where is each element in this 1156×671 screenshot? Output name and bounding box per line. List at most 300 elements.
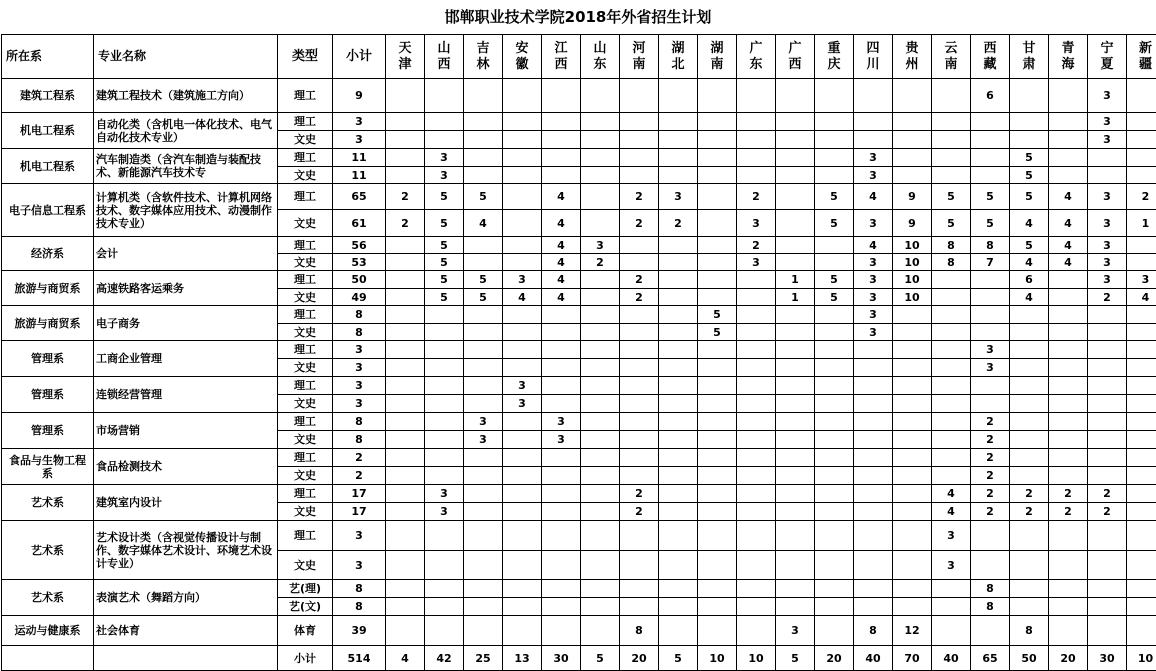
quota-cell — [698, 210, 737, 237]
quota-cell — [659, 503, 698, 521]
quota-cell: 2 — [971, 449, 1010, 467]
quota-cell — [620, 377, 659, 395]
quota-cell: 3 — [425, 167, 464, 184]
quota-cell — [464, 359, 503, 377]
quota-cell — [620, 449, 659, 467]
total-cell: 8 — [333, 431, 386, 449]
header-province — [698, 35, 737, 79]
quota-cell: 3 — [854, 210, 893, 237]
quota-cell — [581, 395, 620, 413]
table-row — [2, 113, 1156, 131]
quota-cell — [1049, 395, 1088, 413]
quota-cell — [1127, 359, 1156, 377]
quota-cell — [620, 413, 659, 431]
quota-cell — [932, 359, 971, 377]
quota-cell — [620, 254, 659, 271]
quota-cell — [854, 341, 893, 359]
major-cell: 汽车制造类（含汽车制造与装配技术、新能源汽车技术专 — [94, 149, 278, 184]
quota-cell — [503, 413, 542, 431]
province-total: 30 — [542, 646, 581, 671]
quota-cell: 5 — [1010, 237, 1049, 254]
quota-cell: 3 — [854, 167, 893, 184]
quota-cell — [698, 79, 737, 113]
quota-cell — [893, 485, 932, 503]
quota-cell — [815, 377, 854, 395]
dept-cell: 经济系 — [2, 237, 94, 271]
quota-cell — [542, 149, 581, 167]
quota-cell — [893, 131, 932, 149]
quota-cell: 2 — [620, 289, 659, 306]
quota-cell — [542, 467, 581, 485]
header-total: 小计 — [333, 35, 386, 79]
major-cell: 计算机类（含软件技术、计算机网络技术、数字媒体应用技术、动漫制作技术专业） — [94, 184, 278, 237]
quota-cell — [1088, 449, 1127, 467]
quota-cell — [1049, 113, 1088, 131]
quota-cell — [620, 79, 659, 113]
table-row — [2, 449, 1156, 467]
quota-cell — [425, 413, 464, 431]
quota-cell — [737, 485, 776, 503]
quota-cell — [737, 271, 776, 289]
quota-cell — [1049, 79, 1088, 113]
quota-cell: 3 — [425, 503, 464, 521]
quota-cell: 12 — [893, 616, 932, 646]
quota-cell: 4 — [542, 237, 581, 254]
total-cell: 53 — [333, 254, 386, 271]
quota-cell — [1049, 271, 1088, 289]
dept-cell: 艺术系 — [2, 485, 94, 521]
quota-cell — [932, 449, 971, 467]
type-cell: 文史 — [278, 167, 333, 184]
quota-cell — [698, 237, 737, 254]
quota-cell: 3 — [854, 254, 893, 271]
quota-cell — [425, 598, 464, 616]
total-cell: 39 — [333, 616, 386, 646]
quota-cell — [659, 254, 698, 271]
quota-cell — [425, 431, 464, 449]
quota-cell — [581, 580, 620, 598]
quota-cell — [464, 521, 503, 551]
quota-cell — [932, 341, 971, 359]
dept-cell: 管理系 — [2, 341, 94, 377]
quota-cell — [1127, 254, 1156, 271]
quota-cell: 5 — [815, 271, 854, 289]
quota-cell — [659, 289, 698, 306]
quota-cell: 4 — [854, 184, 893, 210]
province-total: 20 — [1049, 646, 1088, 671]
quota-cell — [815, 341, 854, 359]
table-row — [2, 271, 1156, 289]
table-row — [2, 341, 1156, 359]
quota-cell — [737, 289, 776, 306]
quota-cell — [932, 580, 971, 598]
quota-cell — [932, 598, 971, 616]
quota-cell — [542, 485, 581, 503]
province-label: 重庆 — [827, 41, 841, 73]
quota-cell: 5 — [971, 184, 1010, 210]
quota-cell — [854, 580, 893, 598]
quota-cell — [386, 485, 425, 503]
quota-cell — [503, 616, 542, 646]
quota-cell — [971, 271, 1010, 289]
total-cell: 65 — [333, 184, 386, 210]
quota-cell: 3 — [971, 359, 1010, 377]
province-label: 山东 — [593, 41, 607, 73]
province-label: 云南 — [944, 41, 958, 73]
quota-cell — [503, 598, 542, 616]
quota-cell — [425, 395, 464, 413]
quota-cell — [698, 377, 737, 395]
quota-cell — [620, 113, 659, 131]
quota-cell — [776, 503, 815, 521]
quota-cell — [776, 184, 815, 210]
header-dept: 所在系 — [2, 35, 94, 79]
quota-cell — [542, 598, 581, 616]
quota-cell: 3 — [854, 289, 893, 306]
quota-cell: 2 — [737, 237, 776, 254]
major-cell: 高速铁路客运乘务 — [94, 271, 278, 306]
quota-cell: 4 — [1049, 254, 1088, 271]
header-province — [971, 35, 1010, 79]
quota-cell — [815, 79, 854, 113]
quota-cell — [620, 341, 659, 359]
quota-cell — [737, 598, 776, 616]
quota-cell: 3 — [854, 271, 893, 289]
quota-cell — [581, 113, 620, 131]
quota-cell — [737, 503, 776, 521]
quota-cell — [854, 521, 893, 551]
quota-cell — [893, 467, 932, 485]
quota-cell — [1049, 149, 1088, 167]
quota-cell: 2 — [620, 210, 659, 237]
type-cell: 文史 — [278, 551, 333, 580]
quota-cell — [815, 237, 854, 254]
quota-cell — [1127, 485, 1156, 503]
quota-cell — [971, 616, 1010, 646]
quota-cell — [1088, 306, 1127, 324]
quota-cell — [776, 324, 815, 341]
quota-cell — [1127, 237, 1156, 254]
quota-cell — [386, 113, 425, 131]
type-cell: 理工 — [278, 306, 333, 324]
quota-cell — [971, 551, 1010, 580]
quota-cell — [776, 341, 815, 359]
province-label: 广东 — [749, 41, 763, 73]
quota-cell: 5 — [464, 184, 503, 210]
quota-cell — [581, 449, 620, 467]
quota-cell: 3 — [854, 324, 893, 341]
quota-cell — [464, 113, 503, 131]
quota-cell: 5 — [425, 271, 464, 289]
province-total: 42 — [425, 646, 464, 671]
type-cell: 文史 — [278, 431, 333, 449]
quota-cell — [386, 341, 425, 359]
quota-cell — [503, 210, 542, 237]
quota-cell: 4 — [1010, 254, 1049, 271]
table-row — [2, 79, 1156, 113]
quota-cell: 3 — [1088, 79, 1127, 113]
quota-cell — [425, 359, 464, 377]
quota-cell — [971, 395, 1010, 413]
quota-cell — [698, 431, 737, 449]
quota-cell: 3 — [542, 413, 581, 431]
header-type: 类型 — [278, 35, 333, 79]
enrollment-table — [1, 34, 1156, 671]
major-cell: 食品检测技术 — [94, 449, 278, 485]
quota-cell — [464, 616, 503, 646]
quota-cell — [893, 306, 932, 324]
quota-cell — [737, 149, 776, 167]
quota-cell: 4 — [1049, 184, 1088, 210]
quota-cell — [776, 113, 815, 131]
total-cell: 3 — [333, 131, 386, 149]
quota-cell: 3 — [1088, 113, 1127, 131]
quota-cell — [737, 431, 776, 449]
quota-cell: 5 — [815, 184, 854, 210]
quota-cell — [698, 521, 737, 551]
quota-cell — [581, 467, 620, 485]
total-cell: 3 — [333, 377, 386, 395]
quota-cell — [698, 551, 737, 580]
quota-cell — [1049, 359, 1088, 377]
quota-cell — [854, 431, 893, 449]
quota-cell — [698, 289, 737, 306]
quota-cell: 2 — [1010, 503, 1049, 521]
quota-cell — [893, 79, 932, 113]
quota-cell: 5 — [1010, 184, 1049, 210]
quota-cell — [932, 131, 971, 149]
quota-cell — [698, 485, 737, 503]
quota-cell — [776, 131, 815, 149]
table-row — [2, 616, 1156, 646]
dept-cell: 旅游与商贸系 — [2, 271, 94, 306]
quota-cell: 2 — [581, 254, 620, 271]
quota-cell — [386, 413, 425, 431]
quota-cell — [971, 324, 1010, 341]
quota-cell — [971, 131, 1010, 149]
quota-cell — [971, 289, 1010, 306]
quota-cell — [698, 113, 737, 131]
quota-cell — [854, 551, 893, 580]
quota-cell: 4 — [542, 254, 581, 271]
quota-cell — [854, 485, 893, 503]
quota-cell: 10 — [893, 237, 932, 254]
quota-cell — [581, 485, 620, 503]
quota-cell — [1010, 551, 1049, 580]
quota-cell: 8 — [971, 580, 1010, 598]
quota-cell — [971, 167, 1010, 184]
quota-cell: 5 — [932, 184, 971, 210]
table-row — [2, 149, 1156, 167]
quota-cell — [776, 359, 815, 377]
quota-cell — [1049, 413, 1088, 431]
quota-cell — [386, 324, 425, 341]
table-row — [2, 413, 1156, 431]
quota-cell: 6 — [971, 79, 1010, 113]
quota-cell: 3 — [854, 306, 893, 324]
dept-cell: 旅游与商贸系 — [2, 306, 94, 341]
quota-cell: 3 — [425, 485, 464, 503]
quota-cell — [1010, 467, 1049, 485]
quota-cell: 2 — [971, 413, 1010, 431]
quota-cell — [737, 616, 776, 646]
quota-cell: 2 — [1049, 485, 1088, 503]
quota-cell — [893, 413, 932, 431]
quota-cell — [503, 149, 542, 167]
quota-cell — [386, 377, 425, 395]
quota-cell — [425, 341, 464, 359]
province-total: 25 — [464, 646, 503, 671]
quota-cell — [1127, 467, 1156, 485]
province-label: 广西 — [788, 41, 802, 73]
type-cell: 理工 — [278, 341, 333, 359]
quota-cell: 2 — [971, 485, 1010, 503]
type-cell: 文史 — [278, 324, 333, 341]
quota-cell — [737, 79, 776, 113]
quota-cell: 2 — [1088, 289, 1127, 306]
quota-cell — [893, 580, 932, 598]
quota-cell — [1127, 598, 1156, 616]
quota-cell — [815, 167, 854, 184]
quota-cell — [893, 503, 932, 521]
total-cell: 3 — [333, 359, 386, 377]
header-province — [1088, 35, 1127, 79]
quota-cell — [776, 254, 815, 271]
quota-cell — [1088, 431, 1127, 449]
quota-cell — [542, 359, 581, 377]
quota-cell — [620, 580, 659, 598]
quota-cell — [1088, 467, 1127, 485]
quota-cell — [1127, 113, 1156, 131]
quota-cell — [854, 131, 893, 149]
quota-cell — [737, 521, 776, 551]
major-cell: 建筑室内设计 — [94, 485, 278, 521]
quota-cell — [581, 598, 620, 616]
quota-cell — [581, 184, 620, 210]
quota-cell — [1127, 341, 1156, 359]
quota-cell — [776, 449, 815, 467]
quota-cell — [698, 467, 737, 485]
quota-cell — [386, 616, 425, 646]
quota-cell — [659, 449, 698, 467]
quota-cell — [503, 449, 542, 467]
header-province — [1127, 35, 1156, 79]
province-total: 5 — [581, 646, 620, 671]
quota-cell — [503, 359, 542, 377]
total-cell: 8 — [333, 580, 386, 598]
quota-cell: 2 — [386, 210, 425, 237]
quota-cell — [1088, 149, 1127, 167]
province-total: 20 — [815, 646, 854, 671]
quota-cell: 4 — [1049, 210, 1088, 237]
province-total: 50 — [1010, 646, 1049, 671]
province-total: 10 — [1127, 646, 1156, 671]
quota-cell — [776, 395, 815, 413]
quota-cell — [1088, 580, 1127, 598]
type-cell: 理工 — [278, 377, 333, 395]
dept-cell: 艺术系 — [2, 580, 94, 616]
quota-cell — [1010, 521, 1049, 551]
quota-cell: 9 — [893, 210, 932, 237]
quota-cell — [698, 341, 737, 359]
province-total: 20 — [620, 646, 659, 671]
quota-cell — [1088, 377, 1127, 395]
quota-cell: 5 — [425, 237, 464, 254]
dept-cell: 食品与生物工程系 — [2, 449, 94, 485]
quota-cell: 3 — [464, 431, 503, 449]
province-total: 30 — [1088, 646, 1127, 671]
quota-cell — [1127, 167, 1156, 184]
quota-cell — [932, 616, 971, 646]
quota-cell: 2 — [386, 184, 425, 210]
quota-cell — [893, 521, 932, 551]
quota-cell — [1127, 431, 1156, 449]
quota-cell: 9 — [893, 184, 932, 210]
quota-cell: 10 — [893, 289, 932, 306]
quota-cell — [932, 113, 971, 131]
quota-cell — [854, 598, 893, 616]
quota-cell: 8 — [932, 237, 971, 254]
quota-cell — [776, 485, 815, 503]
quota-cell: 4 — [542, 271, 581, 289]
dept-cell: 管理系 — [2, 377, 94, 413]
quota-cell — [386, 289, 425, 306]
quota-cell: 4 — [854, 237, 893, 254]
quota-cell — [503, 341, 542, 359]
quota-cell: 4 — [503, 289, 542, 306]
quota-cell — [620, 306, 659, 324]
quota-cell: 3 — [776, 616, 815, 646]
province-label: 四川 — [866, 41, 880, 73]
total-cell: 17 — [333, 503, 386, 521]
quota-cell — [776, 167, 815, 184]
quota-cell — [659, 79, 698, 113]
quota-cell: 4 — [464, 210, 503, 237]
quota-cell — [620, 551, 659, 580]
quota-cell: 4 — [542, 210, 581, 237]
table-row — [2, 521, 1156, 551]
quota-cell — [503, 237, 542, 254]
quota-cell — [503, 324, 542, 341]
quota-cell: 2 — [737, 184, 776, 210]
total-cell: 2 — [333, 449, 386, 467]
quota-cell: 5 — [815, 210, 854, 237]
dept-cell: 管理系 — [2, 413, 94, 449]
province-label: 西藏 — [983, 41, 997, 73]
quota-cell: 3 — [1088, 254, 1127, 271]
quota-cell: 5 — [464, 271, 503, 289]
quota-cell — [1127, 580, 1156, 598]
quota-cell — [659, 413, 698, 431]
quota-cell — [737, 359, 776, 377]
quota-cell — [503, 167, 542, 184]
quota-cell — [1049, 341, 1088, 359]
province-total: 70 — [893, 646, 932, 671]
quota-cell — [542, 521, 581, 551]
quota-cell — [1088, 359, 1127, 377]
quota-cell — [698, 580, 737, 598]
quota-cell — [464, 485, 503, 503]
quota-cell: 5 — [932, 210, 971, 237]
quota-cell — [464, 237, 503, 254]
province-label: 江西 — [554, 41, 568, 73]
quota-cell: 3 — [932, 521, 971, 551]
major-cell: 市场营销 — [94, 413, 278, 449]
type-cell: 艺(文) — [278, 598, 333, 616]
province-total: 5 — [776, 646, 815, 671]
header-province — [776, 35, 815, 79]
quota-cell — [737, 306, 776, 324]
